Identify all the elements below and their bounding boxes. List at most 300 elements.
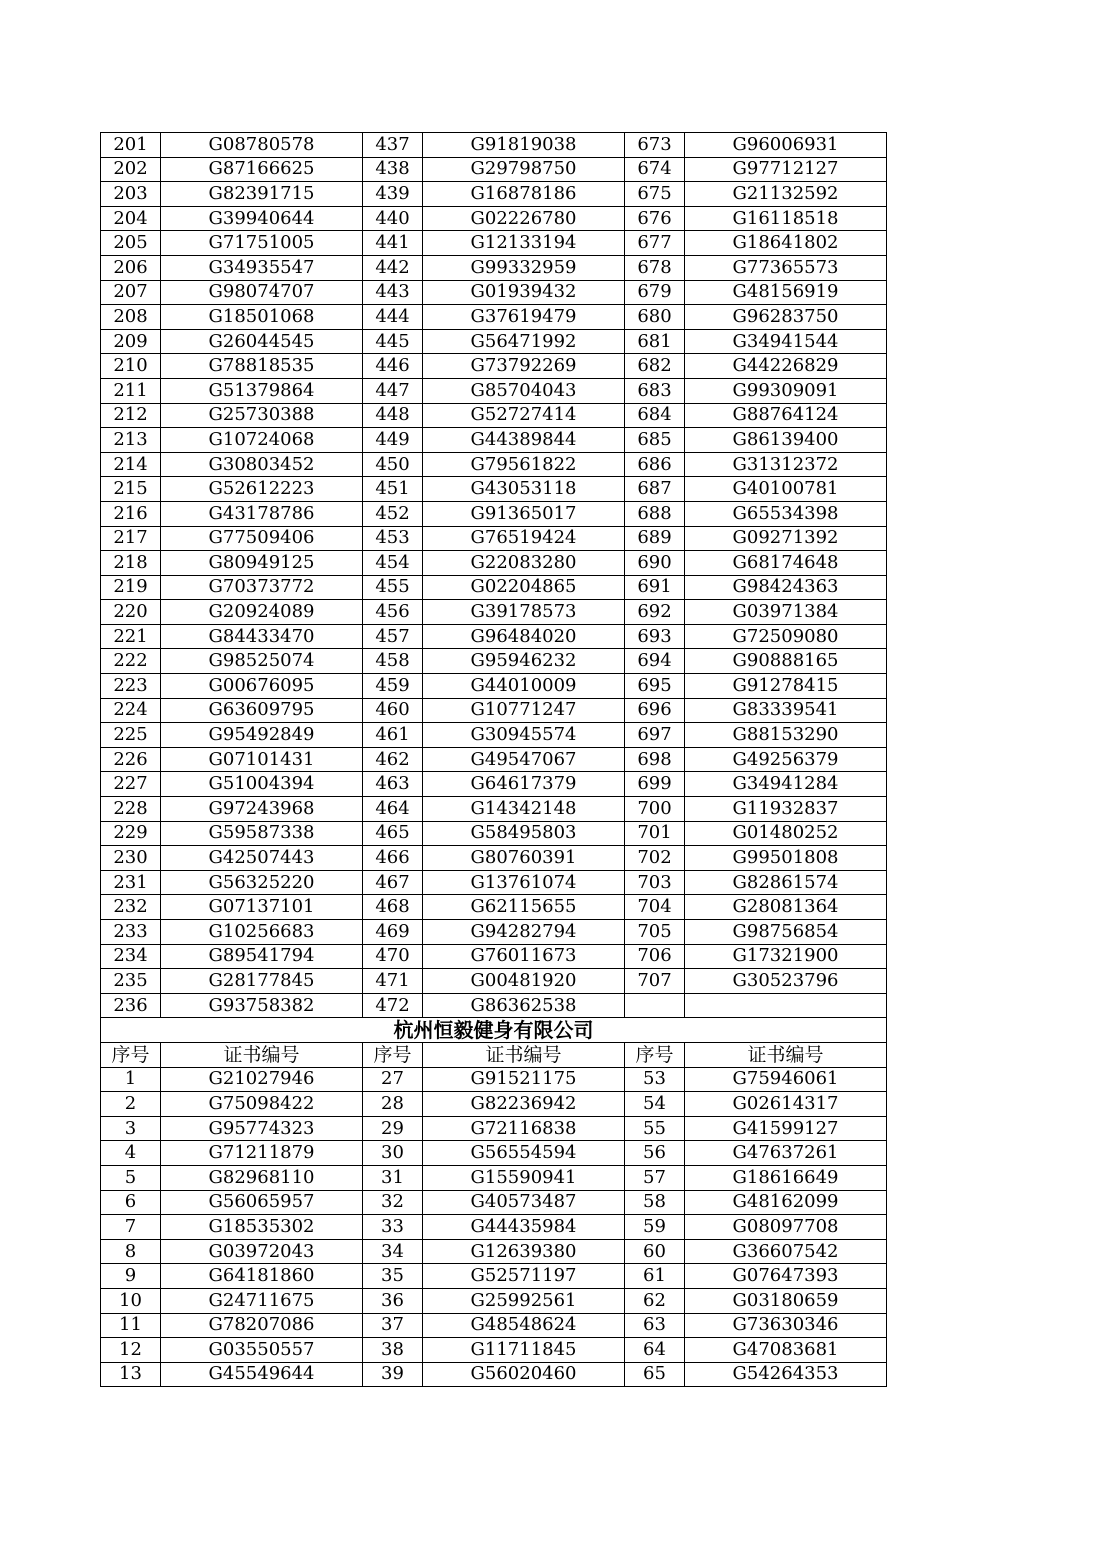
serial-cell: 445 [363, 329, 423, 354]
certificate-number-cell: G36607542 [685, 1239, 887, 1264]
certificate-number-cell: G94282794 [423, 920, 625, 945]
serial-cell: 682 [625, 354, 685, 379]
serial-cell: 686 [625, 452, 685, 477]
certificate-number-cell: G37619479 [423, 305, 625, 330]
certificate-number-cell: G70373772 [161, 575, 363, 600]
serial-cell: 216 [101, 501, 161, 526]
serial-cell: 55 [625, 1116, 685, 1141]
certificate-number-cell: G58495803 [423, 821, 625, 846]
serial-cell: 452 [363, 501, 423, 526]
serial-cell: 36 [363, 1288, 423, 1313]
serial-cell: 233 [101, 920, 161, 945]
serial-cell: 463 [363, 772, 423, 797]
certificate-number-cell: G08780578 [161, 133, 363, 158]
certificate-number-cell: G08097708 [685, 1215, 887, 1240]
certificate-number-cell: G44389844 [423, 428, 625, 453]
certificate-number-cell: G97712127 [685, 157, 887, 182]
serial-cell: 38 [363, 1338, 423, 1363]
serial-cell: 705 [625, 920, 685, 945]
serial-cell: 684 [625, 403, 685, 428]
certificate-number-cell: G78818535 [161, 354, 363, 379]
table-row [101, 403, 887, 428]
certificate-number-cell: G20924089 [161, 600, 363, 625]
serial-cell: 689 [625, 526, 685, 551]
serial-cell: 706 [625, 944, 685, 969]
certificate-number-cell: G47083681 [685, 1338, 887, 1363]
serial-cell: 469 [363, 920, 423, 945]
certificate-number-cell: G75946061 [685, 1067, 887, 1092]
certificate-number-cell: G73792269 [423, 354, 625, 379]
serial-cell: 225 [101, 723, 161, 748]
table-row [101, 551, 887, 576]
certificate-number-header: 证书编号 [423, 1042, 625, 1067]
certificate-number-cell: G48162099 [685, 1190, 887, 1215]
certificate-number-cell: G84433470 [161, 624, 363, 649]
serial-cell: 457 [363, 624, 423, 649]
certificate-number-cell: G93758382 [161, 993, 363, 1018]
serial-cell: 446 [363, 354, 423, 379]
serial-cell: 224 [101, 698, 161, 723]
serial-cell: 699 [625, 772, 685, 797]
serial-cell: 7 [101, 1215, 161, 1240]
serial-cell: 707 [625, 969, 685, 994]
serial-cell: 212 [101, 403, 161, 428]
certificate-number-cell: G98756854 [685, 920, 887, 945]
table-row [101, 870, 887, 895]
certificate-number-cell: G91521175 [423, 1067, 625, 1092]
certificate-number-cell: G91819038 [423, 133, 625, 158]
serial-cell: 65 [625, 1362, 685, 1387]
table-row [101, 1239, 887, 1264]
serial-cell: 704 [625, 895, 685, 920]
certificate-number-cell: G40573487 [423, 1190, 625, 1215]
serial-cell: 697 [625, 723, 685, 748]
certificate-number-cell: G91278415 [685, 674, 887, 699]
table-row [101, 452, 887, 477]
serial-cell: 227 [101, 772, 161, 797]
serial-cell: 207 [101, 280, 161, 305]
serial-cell: 453 [363, 526, 423, 551]
serial-cell: 9 [101, 1264, 161, 1289]
table-row [101, 1313, 887, 1338]
serial-cell: 441 [363, 231, 423, 256]
table-row [101, 944, 887, 969]
serial-cell [625, 993, 685, 1018]
serial-cell: 451 [363, 477, 423, 502]
certificate-number-cell: G09271392 [685, 526, 887, 551]
certificate-number-cell: G51004394 [161, 772, 363, 797]
certificate-table [100, 132, 887, 1387]
certificate-number-cell: G14342148 [423, 797, 625, 822]
certificate-number-cell: G62115655 [423, 895, 625, 920]
serial-cell: 673 [625, 133, 685, 158]
table-row [101, 1338, 887, 1363]
certificate-number-cell: G82391715 [161, 182, 363, 207]
column-header-row [101, 1042, 887, 1067]
serial-cell: 58 [625, 1190, 685, 1215]
certificate-number-cell: G96283750 [685, 305, 887, 330]
certificate-number-cell: G78207086 [161, 1313, 363, 1338]
certificate-number-cell [685, 993, 887, 1018]
certificate-number-cell: G44435984 [423, 1215, 625, 1240]
certificate-number-cell: G75098422 [161, 1092, 363, 1117]
serial-cell: 461 [363, 723, 423, 748]
certificate-number-cell: G73630346 [685, 1313, 887, 1338]
company-name: 杭州恒毅健身有限公司 [101, 1018, 887, 1043]
certificate-number-cell: G03972043 [161, 1239, 363, 1264]
serial-cell: 3 [101, 1116, 161, 1141]
serial-cell: 8 [101, 1239, 161, 1264]
certificate-number-cell: G22083280 [423, 551, 625, 576]
certificate-number-cell: G18535302 [161, 1215, 363, 1240]
serial-cell: 211 [101, 378, 161, 403]
serial-cell: 680 [625, 305, 685, 330]
table-row [101, 674, 887, 699]
certificate-number-cell: G95774323 [161, 1116, 363, 1141]
certificate-number-cell: G88764124 [685, 403, 887, 428]
serial-cell: 464 [363, 797, 423, 822]
serial-cell: 698 [625, 747, 685, 772]
serial-cell: 458 [363, 649, 423, 674]
serial-cell: 34 [363, 1239, 423, 1264]
table-row [101, 526, 887, 551]
certificate-number-cell: G34941544 [685, 329, 887, 354]
serial-cell: 685 [625, 428, 685, 453]
serial-cell: 443 [363, 280, 423, 305]
serial-cell: 688 [625, 501, 685, 526]
serial-cell: 466 [363, 846, 423, 871]
serial-cell: 449 [363, 428, 423, 453]
serial-cell: 674 [625, 157, 685, 182]
serial-cell: 681 [625, 329, 685, 354]
certificate-number-header: 证书编号 [161, 1042, 363, 1067]
certificate-number-cell: G43053118 [423, 477, 625, 502]
serial-cell: 35 [363, 1264, 423, 1289]
table-row [101, 821, 887, 846]
serial-cell: 437 [363, 133, 423, 158]
company-header-row [101, 1018, 887, 1043]
certificate-number-cell: G44226829 [685, 354, 887, 379]
certificate-number-cell: G28177845 [161, 969, 363, 994]
table-row [101, 747, 887, 772]
certificate-number-cell: G82968110 [161, 1165, 363, 1190]
table-row [101, 797, 887, 822]
certificate-number-cell: G00676095 [161, 674, 363, 699]
table-row [101, 477, 887, 502]
certificate-number-cell: G86362538 [423, 993, 625, 1018]
serial-cell: 204 [101, 206, 161, 231]
certificate-number-cell: G13761074 [423, 870, 625, 895]
table-row [101, 1264, 887, 1289]
certificate-number-cell: G99332959 [423, 255, 625, 280]
certificate-number-cell: G12133194 [423, 231, 625, 256]
certificate-number-cell: G44010009 [423, 674, 625, 699]
serial-cell: 6 [101, 1190, 161, 1215]
serial-cell: 695 [625, 674, 685, 699]
certificate-number-cell: G56020460 [423, 1362, 625, 1387]
serial-cell: 2 [101, 1092, 161, 1117]
serial-cell: 447 [363, 378, 423, 403]
serial-cell: 676 [625, 206, 685, 231]
certificate-number-cell: G10771247 [423, 698, 625, 723]
certificate-number-cell: G56065957 [161, 1190, 363, 1215]
table-row [101, 575, 887, 600]
serial-cell: 693 [625, 624, 685, 649]
certificate-number-cell: G15590941 [423, 1165, 625, 1190]
serial-cell: 228 [101, 797, 161, 822]
serial-cell: 460 [363, 698, 423, 723]
certificate-number-cell: G96484020 [423, 624, 625, 649]
certificate-number-cell: G11932837 [685, 797, 887, 822]
serial-cell: 470 [363, 944, 423, 969]
table-row [101, 378, 887, 403]
serial-cell: 232 [101, 895, 161, 920]
certificate-number-cell: G43178786 [161, 501, 363, 526]
certificate-number-cell: G68174648 [685, 551, 887, 576]
certificate-number-cell: G72509080 [685, 624, 887, 649]
certificate-number-cell: G30945574 [423, 723, 625, 748]
serial-cell: 678 [625, 255, 685, 280]
certificate-number-cell: G18641802 [685, 231, 887, 256]
serial-cell: 210 [101, 354, 161, 379]
serial-cell: 29 [363, 1116, 423, 1141]
serial-cell: 62 [625, 1288, 685, 1313]
certificate-number-cell: G24711675 [161, 1288, 363, 1313]
certificate-number-cell: G30803452 [161, 452, 363, 477]
certificate-number-cell: G86139400 [685, 428, 887, 453]
table-row [101, 206, 887, 231]
table-row [101, 1092, 887, 1117]
serial-cell: 465 [363, 821, 423, 846]
certificate-number-cell: G97243968 [161, 797, 363, 822]
certificate-number-cell: G39940644 [161, 206, 363, 231]
serial-cell: 456 [363, 600, 423, 625]
table-row [101, 846, 887, 871]
certificate-number-cell: G10256683 [161, 920, 363, 945]
table-row [101, 895, 887, 920]
table-row [101, 501, 887, 526]
serial-cell: 230 [101, 846, 161, 871]
table-row [101, 1288, 887, 1313]
serial-cell: 691 [625, 575, 685, 600]
serial-cell: 234 [101, 944, 161, 969]
serial-cell: 701 [625, 821, 685, 846]
certificate-number-cell: G72116838 [423, 1116, 625, 1141]
certificate-number-cell: G56554594 [423, 1141, 625, 1166]
certificate-number-cell: G80949125 [161, 551, 363, 576]
certificate-number-cell: G65534398 [685, 501, 887, 526]
certificate-number-cell: G82861574 [685, 870, 887, 895]
serial-cell: 692 [625, 600, 685, 625]
certificate-number-cell: G28081364 [685, 895, 887, 920]
certificate-number-cell: G59587338 [161, 821, 363, 846]
serial-cell: 444 [363, 305, 423, 330]
certificate-number-cell: G41599127 [685, 1116, 887, 1141]
certificate-number-cell: G16118518 [685, 206, 887, 231]
certificate-number-cell: G76011673 [423, 944, 625, 969]
serial-cell: 215 [101, 477, 161, 502]
serial-cell: 700 [625, 797, 685, 822]
certificate-number-cell: G07137101 [161, 895, 363, 920]
table-row [101, 772, 887, 797]
certificate-number-cell: G42507443 [161, 846, 363, 871]
certificate-number-cell: G91365017 [423, 501, 625, 526]
certificate-number-cell: G25730388 [161, 403, 363, 428]
certificate-number-cell: G63609795 [161, 698, 363, 723]
certificate-number-cell: G49256379 [685, 747, 887, 772]
table-row [101, 1215, 887, 1240]
certificate-number-cell: G82236942 [423, 1092, 625, 1117]
serial-cell: 229 [101, 821, 161, 846]
serial-cell: 222 [101, 649, 161, 674]
certificate-number-cell: G96006931 [685, 133, 887, 158]
serial-cell: 450 [363, 452, 423, 477]
certificate-number-cell: G48156919 [685, 280, 887, 305]
certificate-number-cell: G12639380 [423, 1239, 625, 1264]
serial-cell: 221 [101, 624, 161, 649]
table-row [101, 624, 887, 649]
certificate-number-cell: G48548624 [423, 1313, 625, 1338]
certificate-number-cell: G18501068 [161, 305, 363, 330]
certificate-number-cell: G07647393 [685, 1264, 887, 1289]
serial-cell: 201 [101, 133, 161, 158]
serial-cell: 439 [363, 182, 423, 207]
serial-cell: 677 [625, 231, 685, 256]
serial-cell: 59 [625, 1215, 685, 1240]
certificate-number-cell: G52571197 [423, 1264, 625, 1289]
table-row [101, 157, 887, 182]
serial-cell: 203 [101, 182, 161, 207]
table-row [101, 329, 887, 354]
certificate-number-cell: G99501808 [685, 846, 887, 871]
serial-cell: 236 [101, 993, 161, 1018]
serial-cell: 57 [625, 1165, 685, 1190]
table-row [101, 280, 887, 305]
serial-cell: 205 [101, 231, 161, 256]
serial-cell: 454 [363, 551, 423, 576]
certificate-number-cell: G90888165 [685, 649, 887, 674]
serial-cell: 459 [363, 674, 423, 699]
serial-cell: 448 [363, 403, 423, 428]
certificate-number-cell: G98424363 [685, 575, 887, 600]
table-row [101, 1362, 887, 1387]
table-row [101, 1165, 887, 1190]
serial-cell: 468 [363, 895, 423, 920]
certificate-number-cell: G03550557 [161, 1338, 363, 1363]
certificate-number-cell: G80760391 [423, 846, 625, 871]
serial-cell: 438 [363, 157, 423, 182]
certificate-number-cell: G88153290 [685, 723, 887, 748]
certificate-number-cell: G77365573 [685, 255, 887, 280]
certificate-number-cell: G21027946 [161, 1067, 363, 1092]
serial-cell: 218 [101, 551, 161, 576]
certificate-number-cell: G79561822 [423, 452, 625, 477]
serial-cell: 683 [625, 378, 685, 403]
certificate-number-cell: G34941284 [685, 772, 887, 797]
serial-cell: 440 [363, 206, 423, 231]
serial-cell: 703 [625, 870, 685, 895]
serial-cell: 213 [101, 428, 161, 453]
certificate-number-cell: G54264353 [685, 1362, 887, 1387]
serial-cell: 471 [363, 969, 423, 994]
serial-cell: 208 [101, 305, 161, 330]
certificate-number-cell: G07101431 [161, 747, 363, 772]
certificate-number-cell: G31312372 [685, 452, 887, 477]
serial-cell: 694 [625, 649, 685, 674]
serial-cell: 10 [101, 1288, 161, 1313]
table-row [101, 428, 887, 453]
certificate-number-cell: G21132592 [685, 182, 887, 207]
certificate-number-header: 证书编号 [685, 1042, 887, 1067]
serial-cell: 54 [625, 1092, 685, 1117]
serial-cell: 442 [363, 255, 423, 280]
serial-cell: 5 [101, 1165, 161, 1190]
table-row [101, 1067, 887, 1092]
certificate-number-cell: G77509406 [161, 526, 363, 551]
certificate-number-cell: G64617379 [423, 772, 625, 797]
certificate-number-cell: G39178573 [423, 600, 625, 625]
certificate-number-cell: G40100781 [685, 477, 887, 502]
certificate-number-cell: G95492849 [161, 723, 363, 748]
serial-cell: 217 [101, 526, 161, 551]
serial-cell: 219 [101, 575, 161, 600]
certificate-number-cell: G18616649 [685, 1165, 887, 1190]
serial-cell: 467 [363, 870, 423, 895]
certificate-number-cell: G02226780 [423, 206, 625, 231]
serial-cell: 235 [101, 969, 161, 994]
table-row [101, 649, 887, 674]
serial-cell: 206 [101, 255, 161, 280]
serial-cell: 13 [101, 1362, 161, 1387]
table-row [101, 354, 887, 379]
serial-cell: 455 [363, 575, 423, 600]
table-row [101, 969, 887, 994]
serial-cell: 27 [363, 1067, 423, 1092]
certificate-number-cell: G64181860 [161, 1264, 363, 1289]
serial-cell: 11 [101, 1313, 161, 1338]
serial-cell: 202 [101, 157, 161, 182]
serial-cell: 462 [363, 747, 423, 772]
serial-cell: 679 [625, 280, 685, 305]
certificate-number-cell: G56325220 [161, 870, 363, 895]
certificate-number-cell: G76519424 [423, 526, 625, 551]
serial-cell: 39 [363, 1362, 423, 1387]
certificate-number-cell: G25992561 [423, 1288, 625, 1313]
certificate-number-cell: G03971384 [685, 600, 887, 625]
serial-cell: 30 [363, 1141, 423, 1166]
serial-cell: 1 [101, 1067, 161, 1092]
serial-cell: 56 [625, 1141, 685, 1166]
table-row [101, 133, 887, 158]
table-row [101, 182, 887, 207]
serial-cell: 220 [101, 600, 161, 625]
certificate-number-cell: G71211879 [161, 1141, 363, 1166]
certificate-number-cell: G87166625 [161, 157, 363, 182]
table-row [101, 1141, 887, 1166]
certificate-number-cell: G34935547 [161, 255, 363, 280]
serial-cell: 696 [625, 698, 685, 723]
serial-cell: 31 [363, 1165, 423, 1190]
serial-cell: 37 [363, 1313, 423, 1338]
serial-cell: 61 [625, 1264, 685, 1289]
table-row [101, 231, 887, 256]
serial-cell: 223 [101, 674, 161, 699]
table-row [101, 723, 887, 748]
certificate-number-cell: G89541794 [161, 944, 363, 969]
certificate-number-cell: G17321900 [685, 944, 887, 969]
serial-cell: 33 [363, 1215, 423, 1240]
serial-cell: 4 [101, 1141, 161, 1166]
